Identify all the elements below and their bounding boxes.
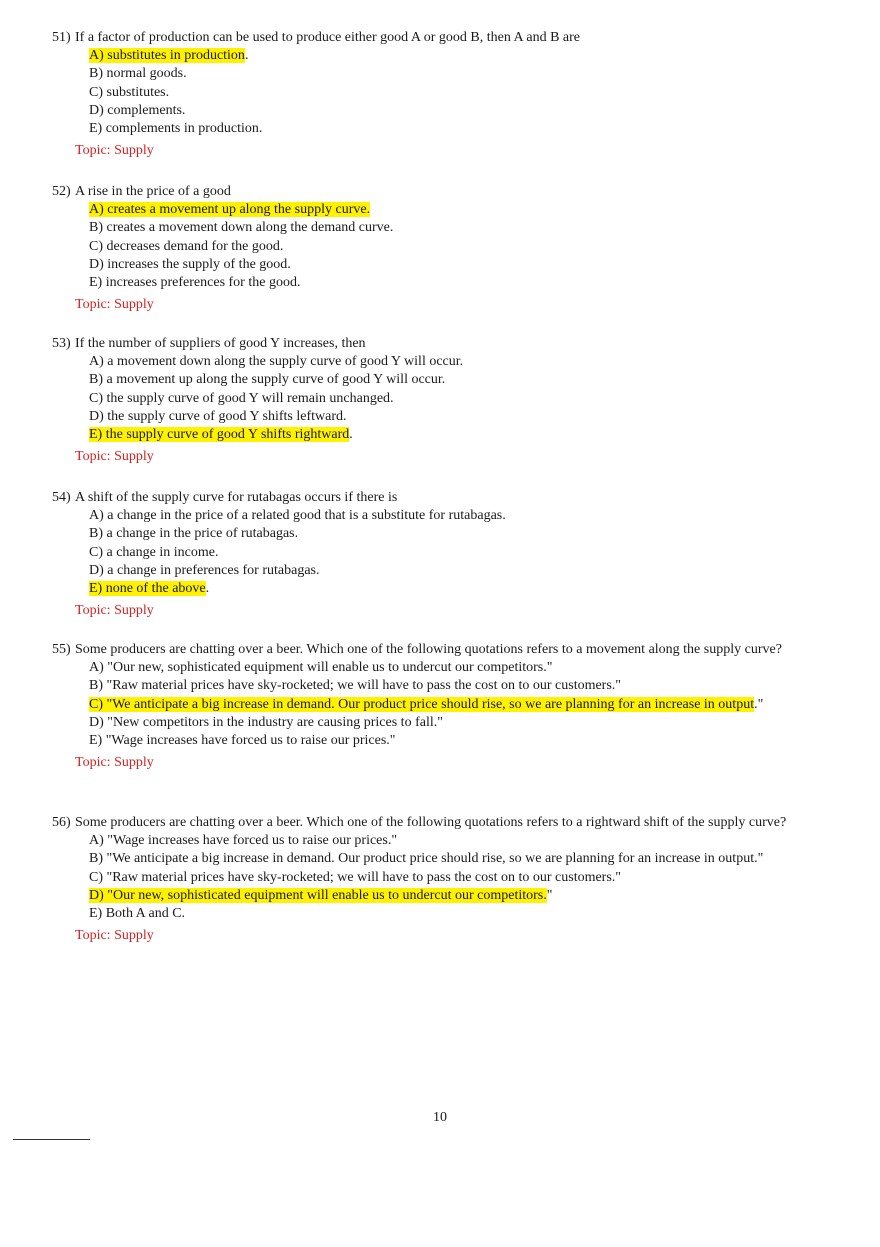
option-b: B) "Raw material prices have sky-rocketed; we will have to pass the cost on to our customers." — [89, 678, 622, 694]
topic-label: Topic: Supply — [75, 755, 154, 771]
question-53 — [52, 334, 852, 466]
footnote-divider — [13, 1139, 90, 1140]
page-number: 10 — [433, 1110, 447, 1125]
options-list — [89, 201, 852, 292]
topic-label: Topic: Supply — [75, 143, 154, 159]
question-stem — [52, 334, 852, 353]
topic-label: Topic: Supply — [75, 928, 154, 944]
option-a — [89, 201, 852, 219]
option-e: E) "Wage increases have forced us to raise our prices." — [89, 733, 396, 749]
option-a: A) a movement down along the supply curve of good Y will occur. — [89, 354, 464, 369]
answer-highlight: C) "We anticipate a big increase in demand. Our product price should rise, so we are planning for an increase in output — [89, 696, 755, 712]
question-stem — [52, 28, 852, 47]
answer-highlight: E) the supply curve of good Y shifts rightward — [89, 427, 350, 443]
option-e: E) the supply curve of good Y shifts rightward. — [89, 427, 353, 443]
question-55 — [52, 640, 852, 772]
question-number: 54) — [52, 490, 71, 505]
option-b: B) "We anticipate a big increase in demand. Our product price should rise, so we are planning for an increase in output." — [89, 851, 764, 867]
option-c: C) decreases demand for the good. — [89, 238, 284, 254]
answer-highlight: A) creates a movement up along the supply curve. — [89, 202, 371, 217]
option-a: A) a change in the price of a related good that is a substitute for rutabagas. — [89, 508, 506, 523]
options-list — [89, 507, 852, 598]
option-c: C) the supply curve of good Y will remain unchanged. — [89, 390, 394, 406]
option-d: D) a change in preferences for rutabagas. — [89, 562, 320, 578]
option-c: C) substitutes. — [89, 84, 170, 100]
question-text: If the number of suppliers of good Y increases, then — [75, 336, 366, 351]
answer-highlight: E) none of the above — [89, 581, 206, 597]
option-b: B) creates a movement down along the demand curve. — [89, 220, 394, 236]
option-d: D) increases the supply of the good. — [89, 256, 291, 272]
option-e: E) increases preferences for the good. — [89, 275, 301, 291]
question-text: Some producers are chatting over a beer. Which one of the following quotations refers to a rightward shift of the supply curve? — [75, 815, 787, 830]
option-c: C) "Raw material prices have sky-rocketed; we will have to pass the cost on to our customers." — [89, 869, 622, 885]
question-text: Some producers are chatting over a beer. Which one of the following quotations refers to a movement along the supply curve? — [75, 642, 782, 657]
option-c: C) "We anticipate a big increase in demand. Our product price should rise, so we are planning for an increase in output." — [89, 696, 764, 712]
option-c: C) a change in income. — [89, 544, 219, 560]
question-number: 53) — [52, 336, 71, 351]
options-list — [89, 353, 852, 444]
option-d: D) complements. — [89, 102, 186, 118]
question-stem — [52, 640, 852, 659]
topic-label: Topic: Supply — [75, 449, 154, 465]
option-e: E) none of the above. — [89, 581, 210, 597]
answer-highlight: D) "Our new, sophisticated equipment will enable us to undercut our competitors. — [89, 887, 547, 903]
topic-label: Topic: Supply — [75, 603, 154, 619]
answer-highlight: A) substitutes in production — [89, 48, 245, 63]
question-52 — [52, 182, 852, 314]
question-number: 52) — [52, 184, 71, 199]
option-d: D) the supply curve of good Y shifts leftward. — [89, 408, 347, 424]
question-text: A rise in the price of a good — [75, 184, 231, 199]
question-text: A shift of the supply curve for rutabagas occurs if there is — [75, 490, 398, 505]
option-d: D) "New competitors in the industry are causing prices to fall." — [89, 714, 443, 730]
option-e: E) Both A and C. — [89, 906, 186, 922]
option-d: D) "Our new, sophisticated equipment will enable us to undercut our competitors." — [89, 887, 553, 903]
question-stem — [52, 488, 852, 507]
question-text: If a factor of production can be used to produce either good A or good B, then A and B are — [75, 30, 581, 45]
question-54 — [52, 488, 852, 620]
question-number: 51) — [52, 30, 71, 45]
option-e: E) complements in production. — [89, 121, 263, 137]
option-b: B) a change in the price of rutabagas. — [89, 526, 299, 542]
question-51 — [52, 28, 852, 160]
question-number: 56) — [52, 815, 71, 830]
option-a: A) "Wage increases have forced us to raise our prices." — [89, 833, 398, 848]
question-stem — [52, 813, 852, 832]
options-list — [89, 47, 852, 138]
options-list — [89, 832, 852, 923]
option-b: B) a movement up along the supply curve of good Y will occur. — [89, 372, 446, 388]
option-a: A) "Our new, sophisticated equipment will enable us to undercut our competitors." — [89, 660, 553, 675]
question-56 — [52, 813, 852, 945]
question-number: 55) — [52, 642, 71, 657]
options-list — [89, 659, 852, 750]
option-b: B) normal goods. — [89, 66, 187, 82]
option-a: A) substitutes in production. — [89, 48, 249, 63]
topic-label: Topic: Supply — [75, 297, 154, 313]
question-stem — [52, 182, 852, 201]
